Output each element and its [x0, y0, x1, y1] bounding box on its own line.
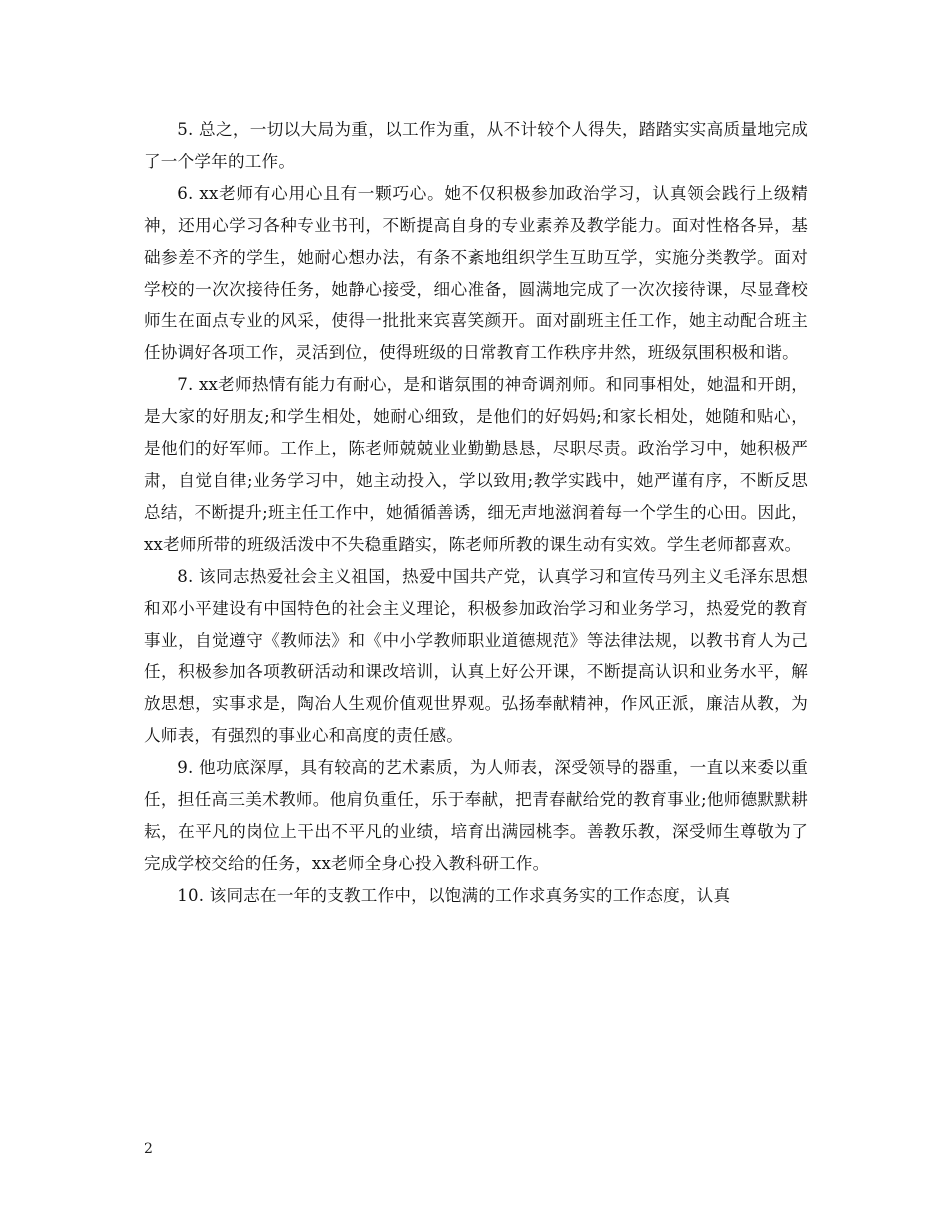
page-number: 2 — [144, 1141, 153, 1157]
paragraph-5: 5. 总之，一切以大局为重，以工作为重，从不计较个人得失，踏踏实实高质量地完成了一个学年的工作。 — [144, 120, 808, 171]
paragraph-9: 9. 他功底深厚，具有较高的艺术素质，为人师表，深受领导的器重，一直以来委以重任，担任高三美术教师。他肩负重任，乐于奉献，把青春献给党的教育事业;他师德默默耕耘，在平凡的岗位上干出不平凡的业绩，培育出满园桃李。善教乐教，深受师生尊敬为了完成学校交给的任务，xx老师全身心投入教科研工作。 — [144, 758, 808, 873]
body-text — [144, 114, 808, 912]
paragraph-6: 6. xx老师有心用心且有一颗巧心。她不仅积极参加政治学习，认真领会践行上级精神，还用心学习各种专业书刊，不断提高自身的专业素养及教学能力。面对性格各异，基础参差不齐的学生，她耐心想办法，有条不紊地组织学生互助互学，实施分类教学。面对学校的一次次接待任务，她静心接受，细心准备，圆满地完成了一次次接待课，尽显聋校师生在面点专业的风采，使得一批批来宾喜笑颜开。面对副班主任工作，她主动配合班主任协调好各项工作，灵活到位，使得班级的日常教育工作秩序井然，班级氛围积极和谐。 — [144, 183, 808, 363]
paragraph-10: 10. 该同志在一年的支教工作中，以饱满的工作求真务实的工作态度，认真 — [177, 885, 731, 905]
paragraph-7: 7. xx老师热情有能力有耐心，是和谐氛围的神奇调剂师。和同事相处，她温和开朗，是大家的好朋友;和学生相处，她耐心细致，是他们的好妈妈;和家长相处，她随和贴心，是他们的好军师。工作上，陈老师兢兢业业勤勤恳恳，尽职尽责。政治学习中，她积极严肃，自觉自律;业务学习中，她主动投入，学以致用;教学实践中，她严谨有序，不断反思总结，不断提升;班主任工作中，她循循善诱，细无声地滋润着每一个学生的心田。因此，xx老师所带的班级活泼中不失稳重踏实，陈老师所教的课生动有实效。学生老师都喜欢。 — [144, 375, 808, 554]
paragraph-8: 8. 该同志热爱社会主义祖国，热爱中国共产党，认真学习和宣传马列主义毛泽东思想和邓小平建设有中国特色的社会主义理论，积极参加政治学习和业务学习，热爱党的教育事业，自觉遵守《教师法》和《中小学教师职业道德规范》等法律法规，以教书育人为己任，积极参加各项教研活动和课改培训，认真上好公开课，不断提高认识和业务水平，解放思想，实事求是，陶冶人生观价值观世界观。弘扬奉献精神，作风正派，廉洁从教，为人师表，有强烈的事业心和高度的责任感。 — [144, 566, 808, 746]
